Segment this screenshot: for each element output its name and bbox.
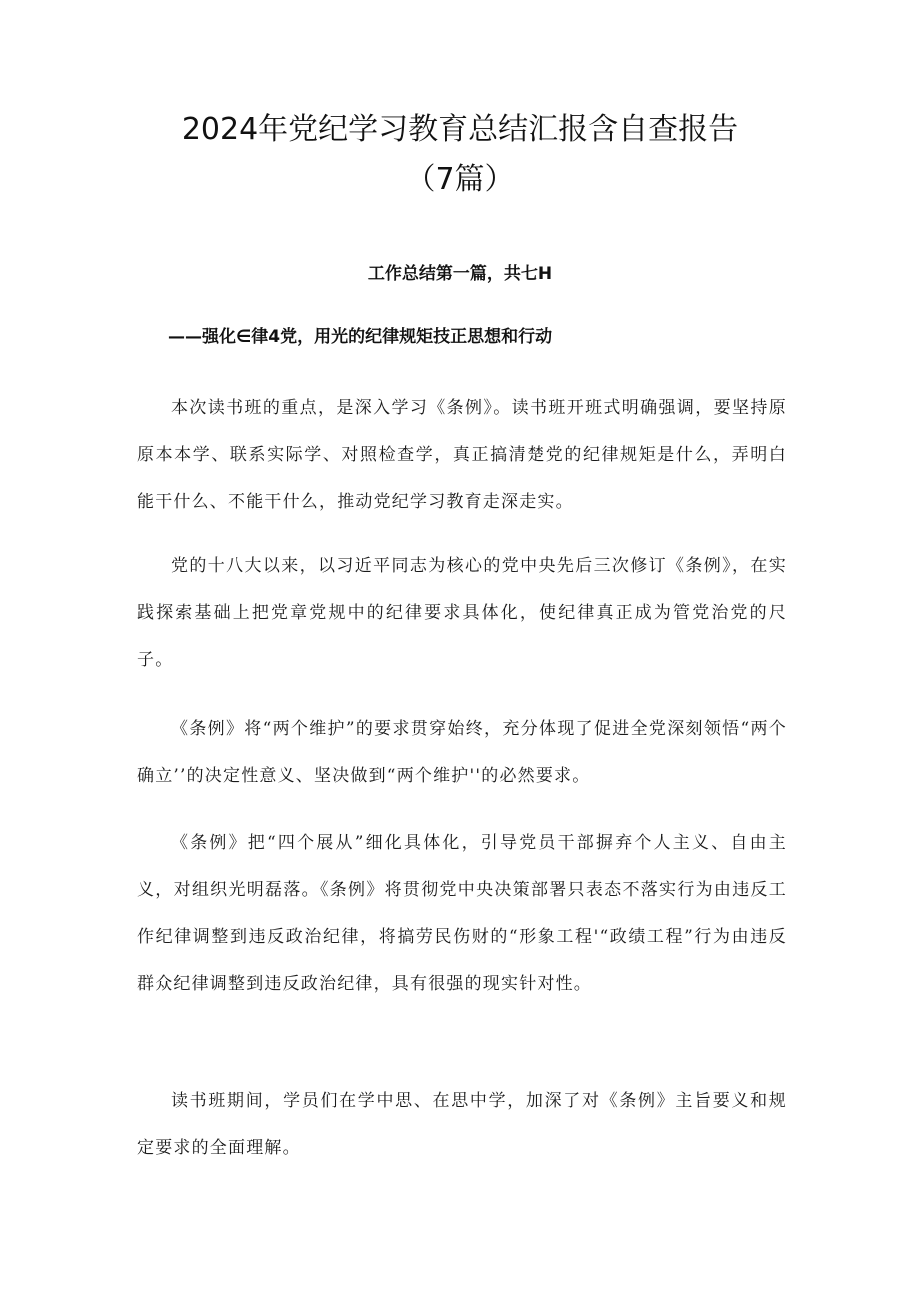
body-paragraph-1: 本次读书班的重点，是深入学习《条例》。读书班开班式明确强调，要坚持原原本本学、联系实际学、对照检查学，真正搞清楚党的纪律规矩是什么，弄明白能干什么、不能干什么，推动党纪学习教育走深走实。 <box>137 398 787 512</box>
body-paragraph-3: 《条例》将“两个维护”的要求贯穿始终，充分体现了促进全党深刻领悟“两个确立’’的决定性意义、坚决做到“两个维护''的必然要求。 <box>137 719 787 786</box>
document-title-line-1: 2024年党纪学习教育总结汇报含自查报告 <box>181 112 739 147</box>
body-paragraph-5: 读书班期间，学员们在学中思、在思中学，加深了对《条例》主旨要义和规定要求的全面理解。 <box>137 1091 787 1158</box>
document-title <box>100 105 820 205</box>
section-subheading: ——强化∈律4党，用光的纪律规矩技正思想和行动 <box>168 327 553 347</box>
document-title-line-2: （7篇） <box>405 162 515 197</box>
section-heading: 工作总结第一篇，共七H <box>367 264 553 284</box>
body-paragraph-2: 党的十八大以来，以习近平同志为核心的党中央先后三次修订《条例》，在实践探索基础上把党章党规中的纪律要求具体化，使纪律真正成为管党治党的尺子。 <box>137 556 787 670</box>
body-paragraph-4: 《条例》把“四个展从”细化具体化，引导党员干部摒弃个人主义、自由主义，对组织光明磊落。《条例》将贯彻党中央决策部署只表态不落实行为由违反工作纪律调整到违反政治纪律，将搞劳民伤财的“形象工程'“政绩工程”行为由违反群众纪律调整到违反政治纪律，具有很强的现实针对性。 <box>137 833 787 994</box>
